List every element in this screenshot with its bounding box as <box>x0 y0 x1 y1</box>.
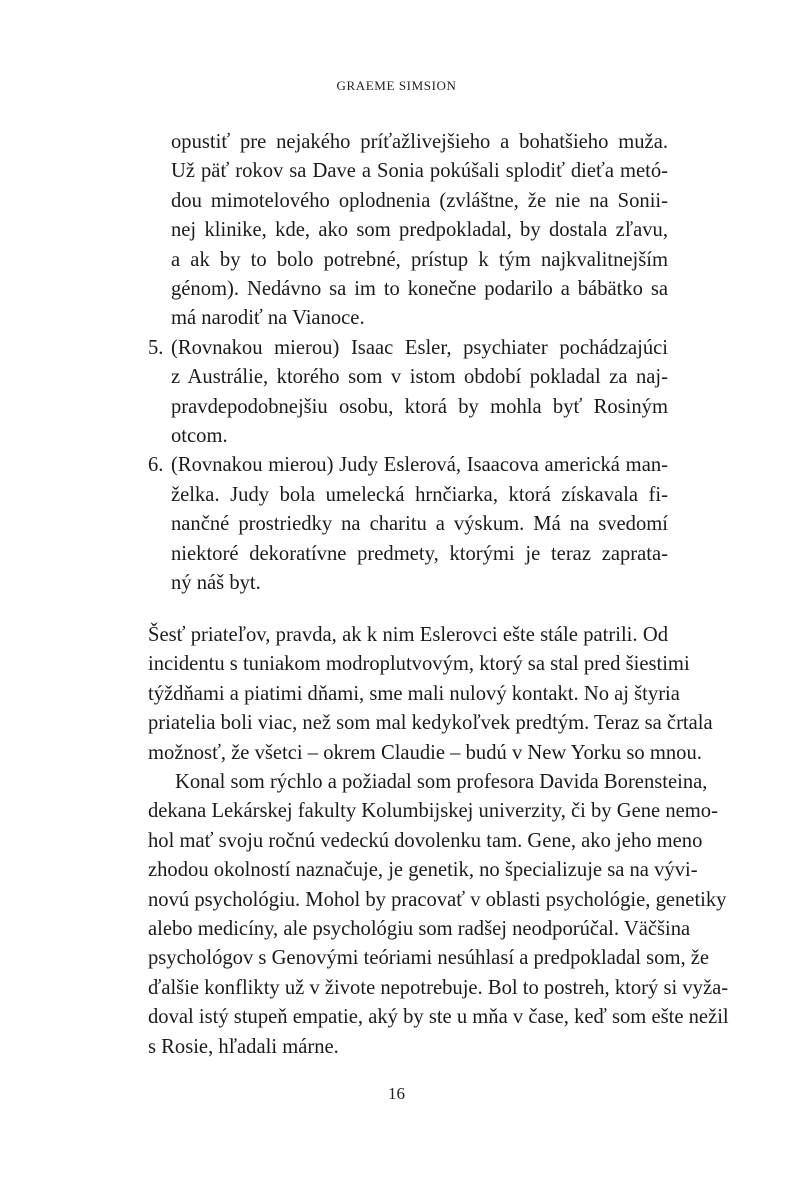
text-line: z Austrálie, ktorého som v istom období pokladal za naj- <box>171 366 668 389</box>
text-line: pravdepodobnejšiu osobu, ktorá by mohla byť Rosiným <box>171 395 668 418</box>
text-line: priatelia boli viac, než som mal kedykoľvek predtým. Teraz sa črtala <box>148 712 713 735</box>
list-item-6 <box>148 451 668 598</box>
text-line: novú psychológiu. Mohol by pracovať v oblasti psychológie, genetiky <box>148 888 727 911</box>
text-line: s Rosie, hľadali márne. <box>148 1035 339 1058</box>
text-line: dekana Lekárskej fakulty Kolumbijskej univerzity, či by Gene nemo- <box>148 800 718 823</box>
text-line: (Rovnakou mierou) Judy Eslerová, Isaacova americká man- <box>171 454 668 477</box>
text-line: psychológov s Genovými teóriami nesúhlasí a predpokladal som, že <box>148 947 710 970</box>
text-line: génom). Nedávno sa im to konečne podarilo a bábätko sa <box>171 278 668 301</box>
text-line: incidentu s tuniakom modroplutvovým, ktorý sa stal pred šiestimi <box>148 653 690 676</box>
text-line: nej klinike, kde, ako som predpokladal, by dostala zľavu, <box>171 219 668 242</box>
text-line: má narodiť na Vianoce. <box>171 307 365 330</box>
text-line: a ak by to bolo potrebné, prístup k tým najkvalitnejším <box>171 248 668 271</box>
text-line: opustiť pre nejakého príťažlivejšieho a bohatšieho muža. <box>171 131 668 153</box>
text-line: alebo medicíny, ale psychológiu som radšej neodporúčal. Väčšina <box>148 918 691 941</box>
list-item-5 <box>148 334 668 452</box>
text-line: Šesť priateľov, pravda, ak k nim Eslerovci ešte stále patrili. Od <box>148 624 668 646</box>
page-number: 16 <box>388 1084 405 1103</box>
text-line: možnosť, že všetci – okrem Claudie – budú v New Yorku so mnou. <box>148 741 702 764</box>
paragraph <box>148 621 713 768</box>
text-line: doval istý stupeň empatie, aký by ste u mňa v čase, keď som ešte nežil <box>148 1006 729 1029</box>
text-line: týždňami a piatimi dňami, sme mali nulový kontakt. No aj štyria <box>148 682 680 705</box>
text-line: želka. Judy bola umelecká hrnčiarka, ktorá získavala fi- <box>171 483 668 506</box>
running-head: GRAEME SIMSION <box>336 78 457 93</box>
text-line: niektoré dekoratívne predmety, ktorými je teraz zaprata- <box>171 542 668 565</box>
list-number: 5. <box>148 336 164 359</box>
text-line: otcom. <box>171 425 228 448</box>
text-line: dou mimotelového oplodnenia (zvláštne, že nie na Sonii- <box>171 189 668 212</box>
text-line: Už päť rokov sa Dave a Sonia pokúšali splodiť dieťa metó- <box>171 160 668 183</box>
text-line: ďalšie konflikty už v živote nepotrebuje. Bol to postreh, ktorý si vyža- <box>148 976 729 999</box>
numbered-list <box>148 128 668 599</box>
text-line: ný náš byt. <box>171 572 261 595</box>
paragraph <box>148 768 729 1062</box>
list-number: 6. <box>148 454 164 477</box>
list-item-continuation <box>148 128 668 334</box>
text-line: zhodou okolností naznačuje, je genetik, no špecializuje sa na vývi- <box>148 859 698 882</box>
text-line: (Rovnakou mierou) Isaac Esler, psychiater pochádzajúci <box>171 336 668 359</box>
text-line: hol mať svoju ročnú vedeckú dovolenku tam. Gene, ako jeho meno <box>148 829 703 852</box>
text-line: nančné prostriedky na charitu a výskum. Má na svedomí <box>171 513 668 536</box>
text-line: Konal som rýchlo a požiadal som profesora Davida Borensteina, <box>175 771 708 794</box>
body-text <box>148 621 729 1062</box>
